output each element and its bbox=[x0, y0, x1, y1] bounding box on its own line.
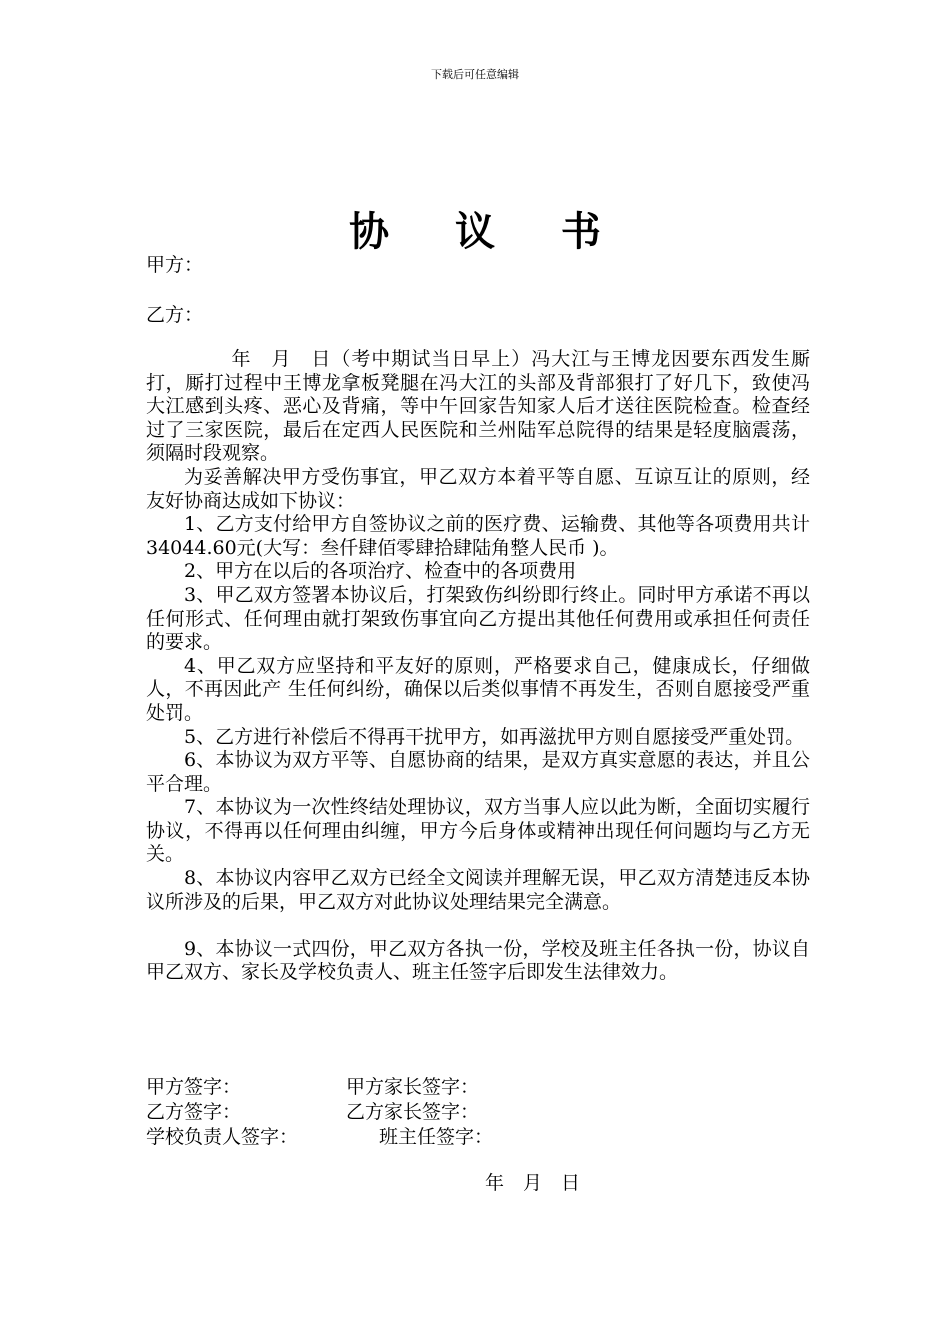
clause-9: 9、本协议一式四份，甲乙双方各执一份，学校及班主任各执一份，协议自甲乙双方、家长及学校负责人、班主任签字后即发生法律效力。 bbox=[146, 937, 810, 984]
party-a-label: 甲方： bbox=[146, 254, 204, 276]
clause-1: 1、乙方支付给甲方自签协议之前的医疗费、运输费、其他等各项费用共计34044.60元(大写：叁仟肆佰零肆拾肆陆角整人民币 )。 bbox=[146, 513, 810, 559]
agreement-body bbox=[146, 348, 810, 985]
signature-row-a bbox=[146, 1072, 480, 1099]
clause-3: 3、甲乙双方签署本协议后，打架致伤纠纷即行终止。同时甲方承诺不再以任何形式、任何理由就打架致伤事宜向乙方提出其他任何费用或承担任何责任的要求。 bbox=[146, 583, 810, 654]
signature-row-b bbox=[146, 1097, 480, 1124]
clause-8: 8、本协议内容甲乙双方已经全文阅读并理解无误，甲乙双方清楚违反本协议所涉及的后果，甲乙双方对此协议处理结果完全满意。 bbox=[146, 867, 810, 913]
header-note: 下载后可任意编辑 bbox=[431, 68, 519, 81]
party-a-parent-signature-label: 甲方家长签字： bbox=[346, 1076, 480, 1098]
party-a-signature-label: 甲方签字： bbox=[146, 1076, 242, 1098]
incident-paragraph: 年 月 日（考中期试当日早上）冯大江与王博龙因要东西发生厮打，厮打过程中王博龙拿板凳腿在冯大江的头部及背部狠打了好几下，致使冯大江感到头疼、恶心及背痛，等中午回家告知家人后才送往医院检查。检查经过了三家医院，最后在定西人民医院和兰州陆军总院得的结果是轻度脑震荡，须隔时段观察。 bbox=[146, 348, 810, 465]
clause-4: 4、甲乙双方应坚持和平友好的原则，严格要求自己，健康成长，仔细做人，不再因此产 生任何纠纷，确保以后类似事情不再发生，否则自愿接受严重处罚。 bbox=[146, 654, 810, 724]
party-b-signature-label: 乙方签字： bbox=[146, 1101, 242, 1123]
document-title: 协 议 书 bbox=[349, 208, 627, 255]
clause-5: 5、乙方进行补偿后不得再干扰甲方，如再滋扰甲方则自愿接受严重处罚。 bbox=[184, 725, 805, 748]
clause-7: 7、本协议为一次性终结处理协议，双方当事人应以此为断，全面切实履行协议，不得再以任何理由纠缠，甲方今后身体或精神出现任何问题均与乙方无关。 bbox=[146, 796, 810, 866]
date-line: 年 月 日 bbox=[485, 1172, 581, 1194]
school-head-signature-label: 学校负责人签字： bbox=[146, 1126, 299, 1148]
signature-row-school bbox=[146, 1122, 494, 1149]
party-b-label: 乙方： bbox=[146, 304, 204, 326]
head-teacher-signature-label: 班主任签字： bbox=[379, 1126, 494, 1148]
clause-6: 6、本协议为双方平等、自愿协商的结果，是双方真实意愿的表达，并且公平合理。 bbox=[146, 749, 810, 795]
intro-paragraph: 为妥善解决甲方受伤事宜，甲乙双方本着平等自愿、互谅互让的原则，经友好协商达成如下协议： bbox=[146, 465, 810, 512]
clause-2: 2、甲方在以后的各项治疗、检查中的各项费用 bbox=[184, 560, 577, 583]
party-b-parent-signature-label: 乙方家长签字： bbox=[346, 1101, 480, 1123]
